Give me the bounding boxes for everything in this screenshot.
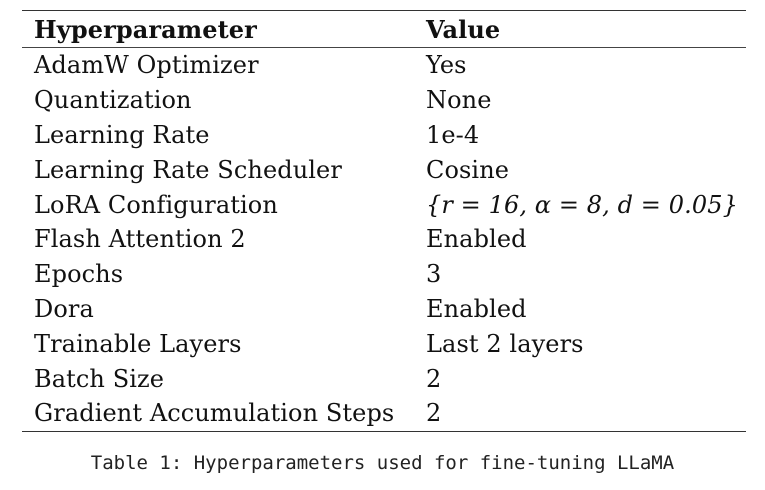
- param-cell: AdamW Optimizer: [34, 51, 259, 80]
- param-cell: Trainable Layers: [34, 329, 242, 358]
- param-cell: Epochs: [34, 260, 124, 289]
- value-cell: 3: [426, 260, 442, 289]
- header-hyperparameter: Hyperparameter: [34, 14, 257, 44]
- param-cell: Dora: [34, 294, 94, 323]
- value-cell: 2: [426, 364, 442, 393]
- header-value: Value: [426, 14, 501, 44]
- value-cell: Yes: [426, 51, 467, 80]
- table-row: [22, 396, 746, 431]
- table-row: [22, 83, 746, 118]
- table-row: [22, 326, 746, 361]
- table-row: [22, 152, 746, 187]
- table-row: [22, 187, 746, 222]
- param-cell: Learning Rate: [34, 120, 210, 149]
- table-caption: Table 1: Hyperparameters used for fine-tuning LLaMA: [90, 452, 675, 474]
- table-bottom-rule: [22, 431, 746, 432]
- value-cell: Cosine: [426, 155, 510, 184]
- table-row: [22, 222, 746, 257]
- param-cell: LoRA Configuration: [34, 190, 278, 219]
- param-cell: Gradient Accumulation Steps: [34, 399, 395, 428]
- table-row: [22, 48, 746, 83]
- param-cell: Flash Attention 2: [34, 225, 246, 254]
- value-cell: Enabled: [426, 294, 527, 323]
- value-cell: 2: [426, 399, 442, 428]
- param-cell: Quantization: [34, 86, 192, 115]
- value-cell: {r = 16, α = 8, d = 0.05}: [426, 190, 738, 219]
- param-cell: Learning Rate Scheduler: [34, 155, 342, 184]
- hyperparameter-table: [22, 10, 746, 432]
- value-cell: Last 2 layers: [426, 329, 584, 358]
- table-row: [22, 257, 746, 292]
- param-cell: Batch Size: [34, 364, 165, 393]
- table-row: [22, 361, 746, 396]
- value-cell: None: [426, 86, 492, 115]
- table-row: [22, 292, 746, 327]
- table-header-row: [22, 11, 746, 47]
- value-cell: Enabled: [426, 225, 527, 254]
- value-cell: 1e-4: [426, 120, 480, 149]
- table-row: [22, 118, 746, 153]
